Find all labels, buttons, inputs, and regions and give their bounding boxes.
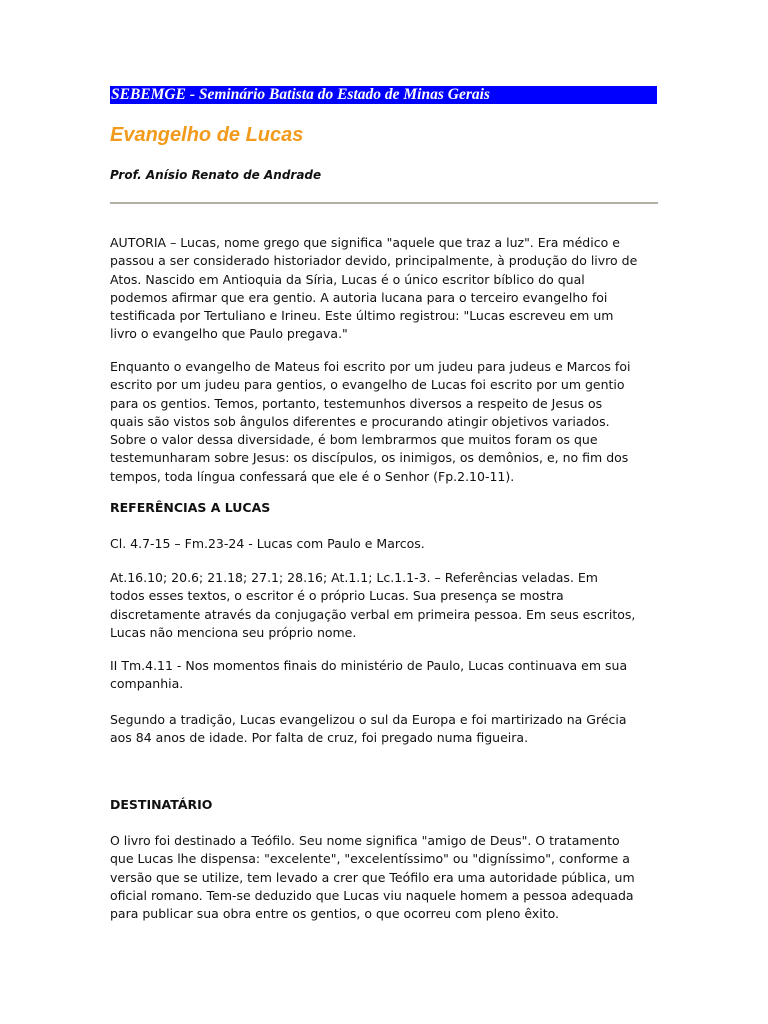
text-line: todos esses textos, o escritor é o próprio Lucas. Sua presença se mostra xyxy=(110,588,564,604)
text-line: Segundo a tradição, Lucas evangelizou o sul da Europa e foi martirizado na Grécia xyxy=(110,712,627,727)
text-line: tempos, toda língua confessará que ele é o Senhor (Fp.2.10-11). xyxy=(110,468,515,484)
text-line: Cl. 4.7-15 – Fm.23-24 - Lucas com Paulo e Marcos. xyxy=(110,536,425,551)
text-line: companhia. xyxy=(110,676,184,692)
text-line: aos 84 anos de idade. Por falta de cruz, foi pregado numa figueira. xyxy=(110,730,529,746)
paragraph-tradicao xyxy=(110,711,670,748)
text-line: Lucas não menciona seu próprio nome. xyxy=(110,624,357,640)
text-line: que Lucas lhe dispensa: "excelente", "excelentíssimo" ou "digníssimo", conforme a xyxy=(110,851,630,867)
text-line: AUTORIA – Lucas, nome grego que significa "aquele que traz a luz". Era médico e xyxy=(110,235,620,250)
text-line: discretamente através da conjugação verbal em primeira pessoa. Em seus escritos, xyxy=(110,606,636,622)
text-line: podemos afirmar que era gentio. A autoria lucana para o terceiro evangelho foi xyxy=(110,289,608,305)
text-line: passou a ser considerado historiador devido, principalmente, à produção do livro de xyxy=(110,253,638,269)
site-header-bar xyxy=(110,86,657,104)
page-title: Evangelho de Lucas xyxy=(110,124,304,146)
text-line: para publicar sua obra entre os gentios, o que ocorreu com pleno êxito. xyxy=(110,906,560,922)
text-line: livro o evangelho que Paulo pregava." xyxy=(110,326,348,342)
section-heading-referencias: REFERÊNCIAS A LUCAS xyxy=(110,500,271,515)
paragraph-autoria xyxy=(110,234,670,344)
paragraph-ref2 xyxy=(110,569,670,642)
text-line: para os gentios. Temos, portanto, testemunhos diversos a respeito de Jesus os xyxy=(110,395,603,411)
text-line: O livro foi destinado a Teófilo. Seu nome significa "amigo de Deus". O tratamento xyxy=(110,833,620,848)
author-name: Prof. Anísio Renato de Andrade xyxy=(110,168,322,182)
section-heading-destinatario: DESTINATÁRIO xyxy=(110,797,213,812)
paragraph-destinatario xyxy=(110,832,670,923)
text-line: Enquanto o evangelho de Mateus foi escrito por um judeu para judeus e Marcos foi xyxy=(110,359,631,374)
text-line: escrito por um judeu para gentios, o evangelho de Lucas foi escrito por um gentio xyxy=(110,377,625,393)
text-line: Atos. Nascido em Antioquia da Síria, Lucas é o único escritor bíblico do qual xyxy=(110,271,585,287)
text-line: versão que se utilize, tem levado a crer que Teófilo era uma autoridade pública, um xyxy=(110,869,635,885)
text-line: quais são vistos sob ângulos diferentes e procurando atingir objetivos variados. xyxy=(110,413,610,429)
text-line: oficial romano. Tem-se deduzido que Lucas viu naquele homem a pessoa adequada xyxy=(110,887,634,903)
site-header-text: SEBEMGE - Seminário Batista do Estado de Minas Gerais xyxy=(111,86,490,103)
text-line: Sobre o valor dessa diversidade, é bom lembrarmos que muitos foram os que xyxy=(110,432,598,448)
paragraph-enquanto xyxy=(110,358,670,486)
text-line: II Tm.4.11 - Nos momentos finais do ministério de Paulo, Lucas continuava em sua xyxy=(110,658,628,673)
paragraph-ref1 xyxy=(110,535,670,553)
text-line: testificada por Tertuliano e Irineu. Este último registrou: "Lucas escreveu em um xyxy=(110,308,614,324)
paragraph-ref3 xyxy=(110,657,670,694)
text-line: At.16.10; 20.6; 21.18; 27.1; 28.16; At.1.1; Lc.1.1-3. – Referências veladas. Em xyxy=(110,570,598,585)
horizontal-divider xyxy=(110,202,658,204)
text-line: testemunharam sobre Jesus: os discípulos, os inimigos, os demônios, e, no fim dos xyxy=(110,450,629,466)
